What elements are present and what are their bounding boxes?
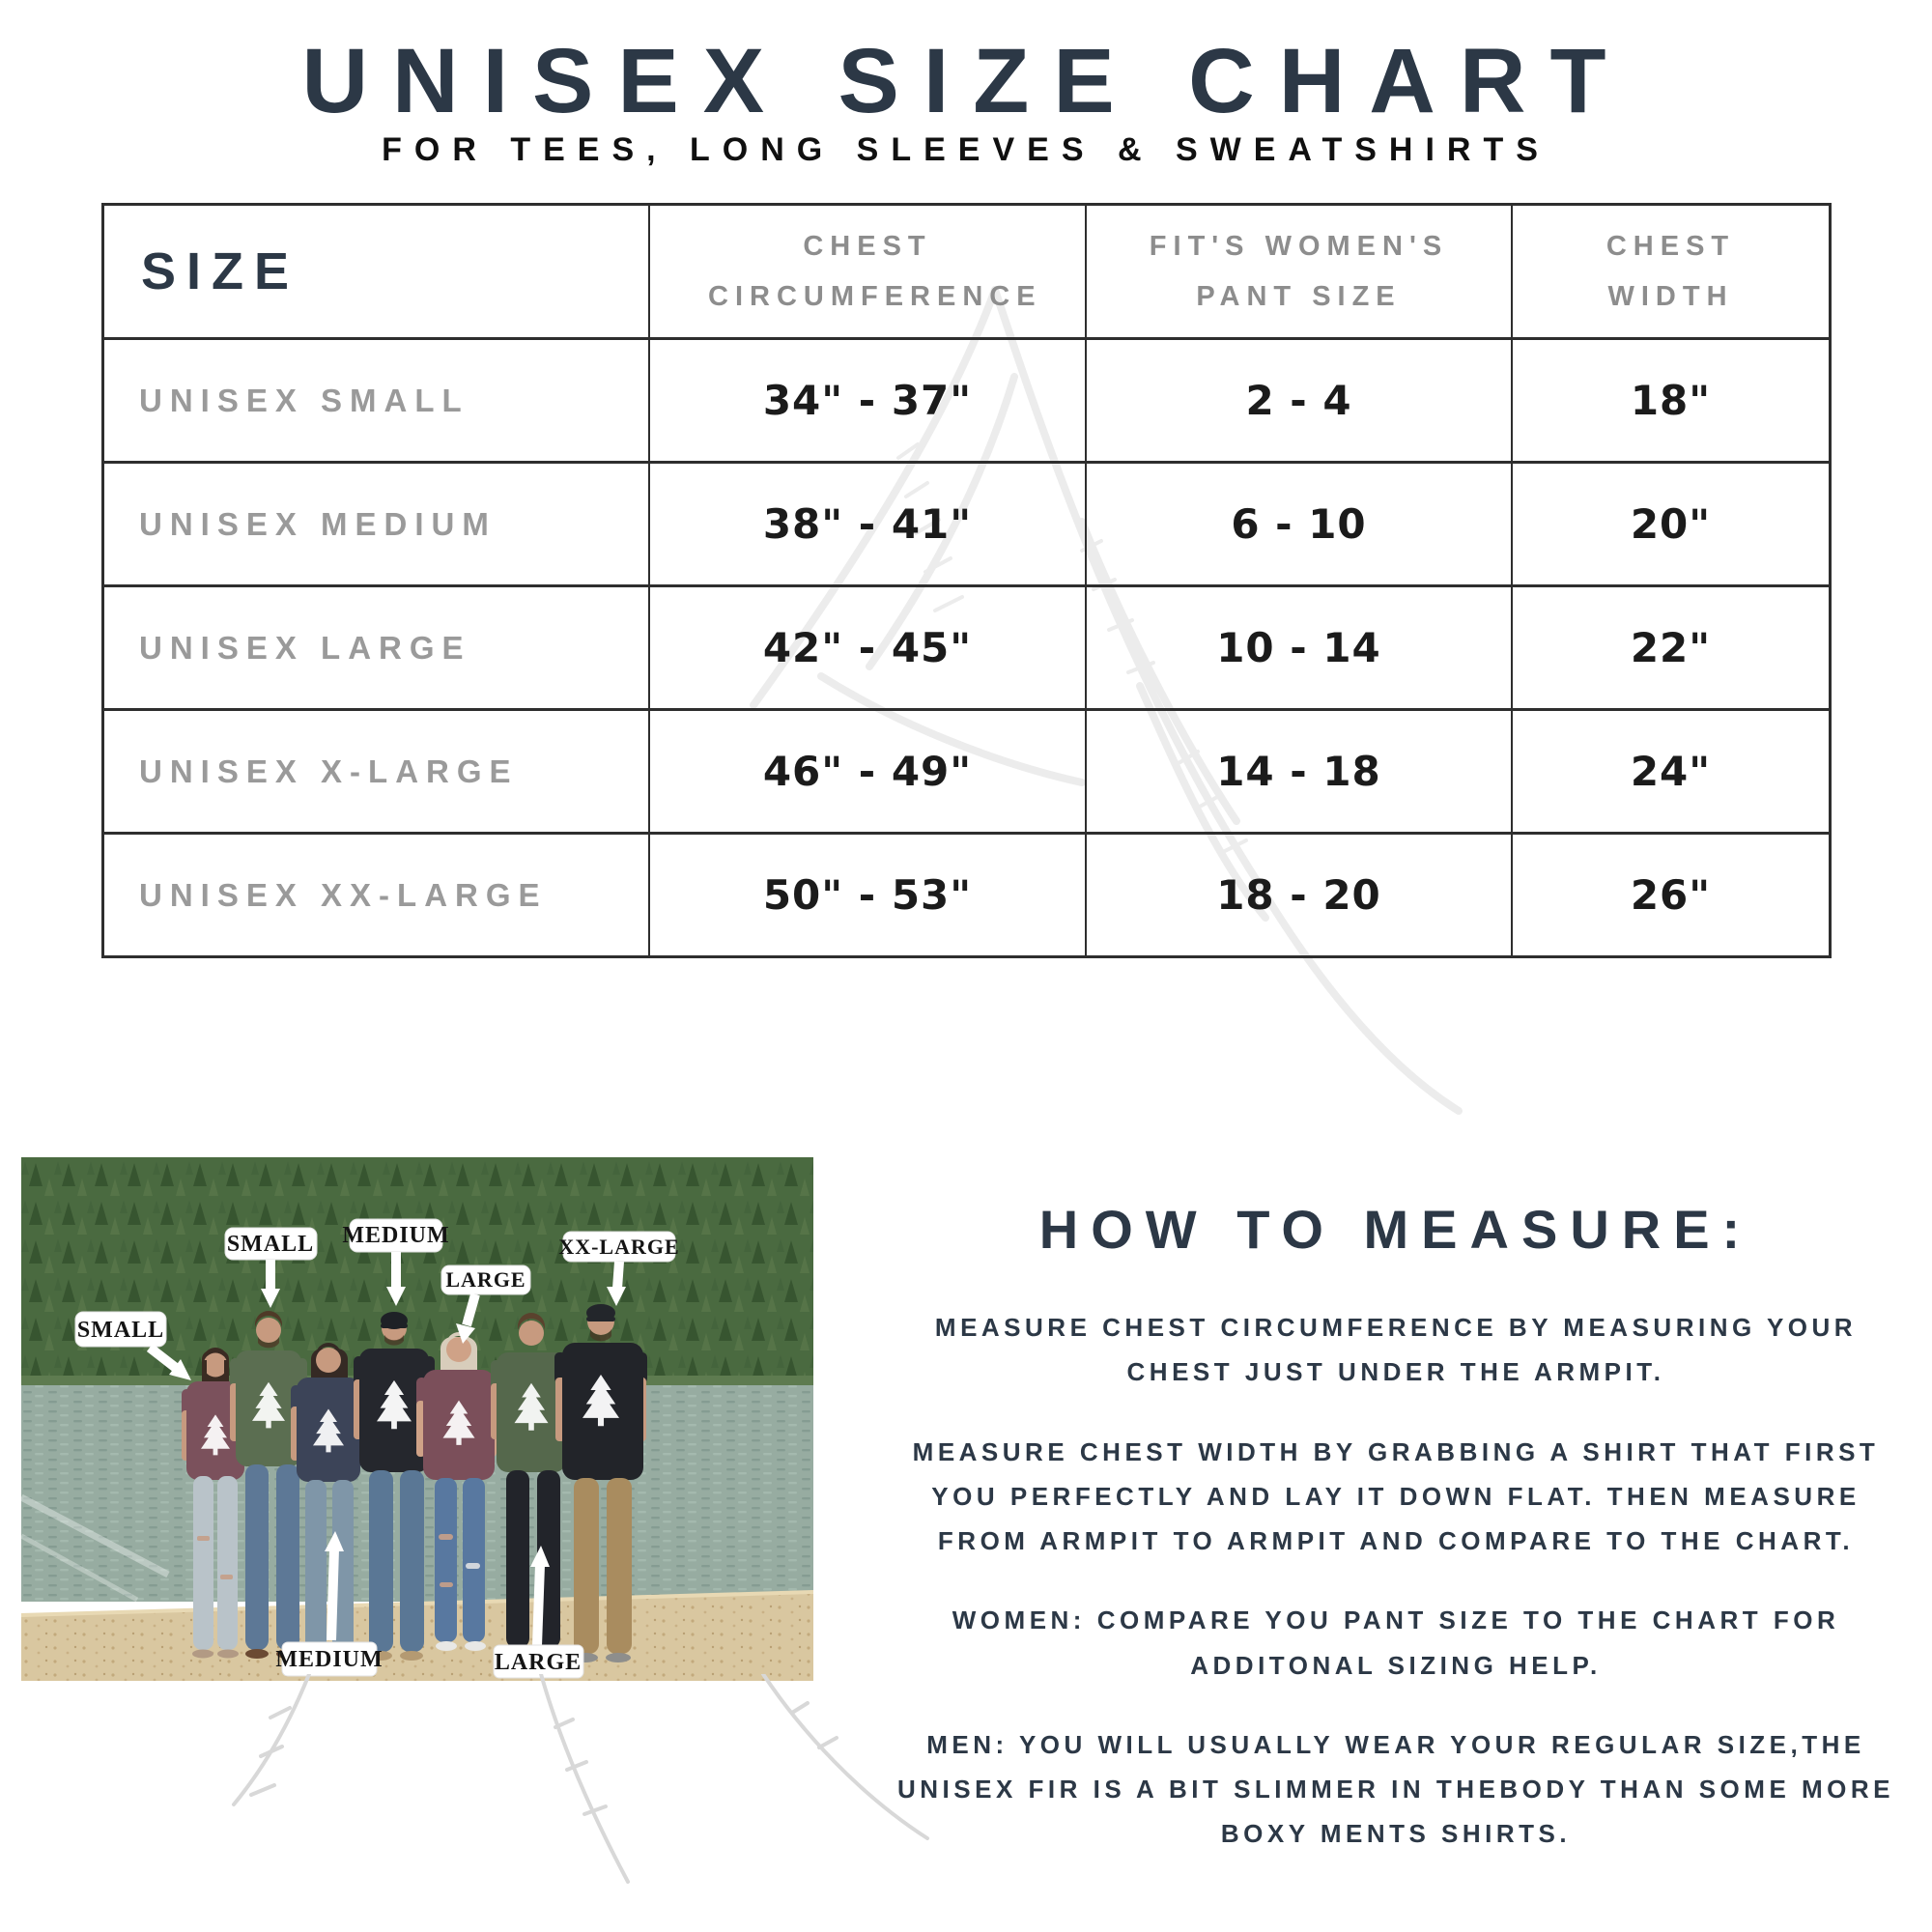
svg-text:SMALL: SMALL (226, 1232, 315, 1257)
table-row-xx-large-chest-width: 26" (1511, 832, 1829, 955)
svg-text:MEDIUM: MEDIUM (342, 1223, 450, 1248)
svg-text:MEDIUM: MEDIUM (275, 1647, 384, 1672)
size-table (101, 203, 1832, 958)
svg-text:LARGE: LARGE (445, 1267, 526, 1292)
table-row-small-pant-size: 2 - 4 (1085, 337, 1511, 461)
men-sizing-tip: MEN: YOU WILL USUALLY WEAR YOUR REGULAR SIZE,THE UNISEX FIR IS A BIT SLIMMER IN THEBODY THAN SOME MORE BOXY MENTS SHIRTS. (896, 1729, 1895, 1849)
measure-chest-circumference-instructions: MEASURE CHEST CIRCUMFERENCE BY MEASURING YOUR CHEST JUST UNDER THE ARMPIT. (934, 1313, 1858, 1387)
column-header-chest-width: CHEST WIDTH (1511, 206, 1829, 337)
table-row-small-chest-circumference: 34" - 37" (648, 337, 1085, 461)
page-subtitle: FOR TEES, LONG SLEEVES & SWEATSHIRTS (382, 131, 1550, 168)
models-photo (21, 1157, 813, 1681)
table-row-medium-size: UNISEX MEDIUM (104, 461, 648, 584)
sketch-watermark-bottom (222, 1674, 976, 1906)
table-row-xx-large-size: UNISEX XX-LARGE (104, 832, 648, 955)
table-row-large-chest-width: 22" (1511, 584, 1829, 708)
women-sizing-tip: WOMEN: COMPARE YOU PANT SIZE TO THE CHART FOR ADDITONAL SIZING HELP. (952, 1605, 1840, 1680)
table-row-x-large-pant-size: 14 - 18 (1085, 708, 1511, 832)
table-row-x-large-size: UNISEX X-LARGE (104, 708, 648, 832)
column-header-size: SIZE (141, 242, 300, 300)
svg-text:LARGE: LARGE (494, 1650, 582, 1675)
table-row-large-size: UNISEX LARGE (104, 584, 648, 708)
table-row-small-chest-width: 18" (1511, 337, 1829, 461)
table-row-x-large-chest-circumference: 46" - 49" (648, 708, 1085, 832)
page-title: UNISEX SIZE CHART (301, 30, 1631, 132)
table-row-large-chest-circumference: 42" - 45" (648, 584, 1085, 708)
svg-text:XX-LARGE: XX-LARGE (558, 1235, 680, 1259)
table-row-medium-chest-width: 20" (1511, 461, 1829, 584)
svg-text:SMALL: SMALL (76, 1318, 165, 1343)
column-header-chest-circumference: CHEST CIRCUMFERENCE (648, 206, 1085, 337)
how-to-measure-section (889, 1198, 1903, 1891)
how-to-measure-heading: HOW TO MEASURE: (1038, 1199, 1753, 1260)
table-row-xx-large-chest-circumference: 50" - 53" (648, 832, 1085, 955)
table-row-x-large-chest-width: 24" (1511, 708, 1829, 832)
measure-chest-width-instructions: MEASURE CHEST WIDTH BY GRABBING A SHIRT THAT FIRST YOU PERFECTLY AND LAY IT DOWN FLAT. THEN MEASURE FROM ARMPIT TO ARMPIT AND COMPARE TO THE CHART. (912, 1436, 1880, 1556)
table-row-medium-chest-circumference: 38" - 41" (648, 461, 1085, 584)
table-row-large-pant-size: 10 - 14 (1085, 584, 1511, 708)
table-row-xx-large-pant-size: 18 - 20 (1085, 832, 1511, 955)
table-row-small-size: UNISEX SMALL (104, 337, 648, 461)
column-header-womens-pant-size: FIT'S WOMEN'S PANT SIZE (1085, 206, 1511, 337)
table-row-medium-pant-size: 6 - 10 (1085, 461, 1511, 584)
